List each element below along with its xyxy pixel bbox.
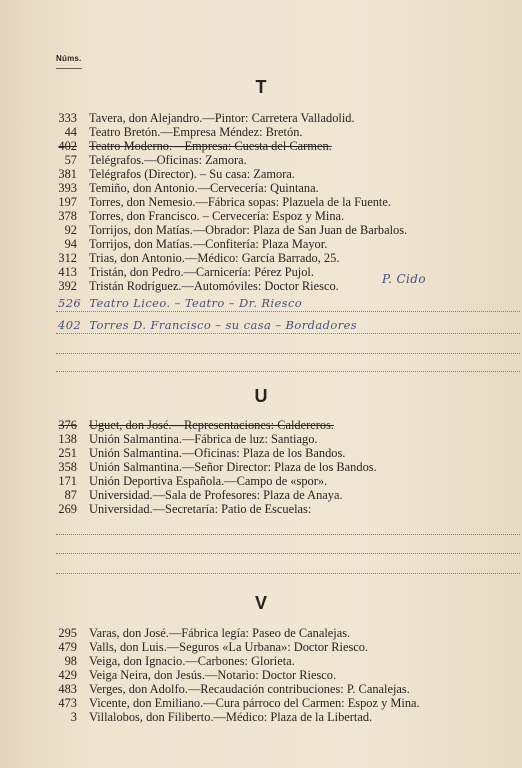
section-letter-t: T	[255, 77, 267, 97]
list-item: 269 Universidad.—Secretaría: Patio de Escuelas:	[58, 502, 312, 516]
list-item: 87 Universidad.—Sala de Profesores: Plaza de Anaya.	[64, 488, 343, 502]
list-item-struck: 376 Uguet, don José.—Representaciones: Caldereros.	[58, 418, 334, 432]
list-item: 197 Torres, don Nemesio.—Fábrica sopas: Plazuela de la Fuente.	[58, 195, 391, 209]
list-item: 483 Verges, don Adolfo.—Recaudación contribuciones: P. Canalejas.	[58, 682, 410, 696]
header-rule	[56, 68, 82, 69]
dotted-rule	[56, 573, 520, 574]
list-item: 251 Unión Salmantina.—Oficinas: Plaza de los Bandos.	[58, 446, 346, 460]
dotted-rule	[56, 371, 520, 372]
list-item: 378 Torres, don Francisco. – Cervecería: Espoz y Mina.	[58, 209, 345, 223]
list-item: 413 Tristán, don Pedro.—Carnicería: Pérez Pujol.	[58, 265, 314, 279]
section-letter-u: U	[254, 386, 268, 406]
dotted-rule	[56, 311, 520, 312]
list-item: 3 Villalobos, don Filiberto.—Médico: Plaza de la Libertad.	[70, 710, 373, 724]
list-item: 171 Unión Deportiva Española.—Campo de «spor».	[58, 474, 328, 488]
list-item: 57 Telégrafos.—Oficinas: Zamora.	[64, 153, 247, 167]
list-item: 333 Tavera, don Alejandro.—Pintor: Carretera Valladolid.	[58, 111, 355, 125]
list-item: 381 Telégrafos (Director). – Su casa: Zamora.	[58, 167, 295, 181]
list-item: 138 Unión Salmantina.—Fábrica de luz: Santiago.	[58, 432, 318, 446]
list-item: 479 Valls, don Luis.—Seguros «La Urbana»: Doctor Riesco.	[58, 640, 369, 654]
list-item: 429 Veiga Neira, don Jesús.—Notario: Doctor Riesco.	[58, 668, 337, 682]
handwritten-entry: 402 Torres D. Francisco – su casa – Bordadores	[58, 318, 358, 332]
list-item: 295 Varas, don José.—Fábrica legía: Paseo de Canalejas.	[58, 626, 351, 640]
list-item: 98 Veiga, don Ignacio.—Carbones: Glorieta.	[64, 654, 295, 668]
list-item-struck: 402 Teatro Moderno.—Empresa: Cuesta del Carmen.	[58, 139, 332, 153]
numbers-column-header: Núms.	[56, 54, 82, 63]
list-item: 392 Tristán Rodríguez.—Automóviles: Doctor Riesco.	[58, 279, 339, 293]
section-letter-v: V	[254, 593, 267, 613]
list-item: 393 Temiño, don Antonio.—Cervecería: Quintana.	[58, 181, 319, 195]
dotted-rule	[56, 353, 520, 354]
dotted-rule	[56, 333, 520, 334]
list-item: 358 Unión Salmantina.—Señor Director: Plaza de los Bandos.	[58, 460, 377, 474]
dotted-rule	[56, 553, 520, 554]
handwritten-entry: 526 Teatro Liceo. – Teatro – Dr. Riesco	[58, 296, 303, 310]
list-item: 44 Teatro Bretón.—Empresa Méndez: Bretón.	[64, 125, 303, 139]
list-item: 473 Vicente, don Emiliano.—Cura párroco del Carmen: Espoz y Mina.	[58, 696, 420, 710]
list-item: 312 Trias, don Antonio.—Médico: García Barrado, 25.	[58, 251, 340, 265]
list-item: 94 Torrijos, don Matías.—Confitería: Plaza Mayor.	[64, 237, 328, 251]
handwritten-annotation: P. Cido	[382, 272, 426, 286]
list-item: 92 Torrijos, don Matías.—Obrador: Plaza de San Juan de Barbalos.	[64, 223, 408, 237]
dotted-rule	[56, 534, 520, 535]
